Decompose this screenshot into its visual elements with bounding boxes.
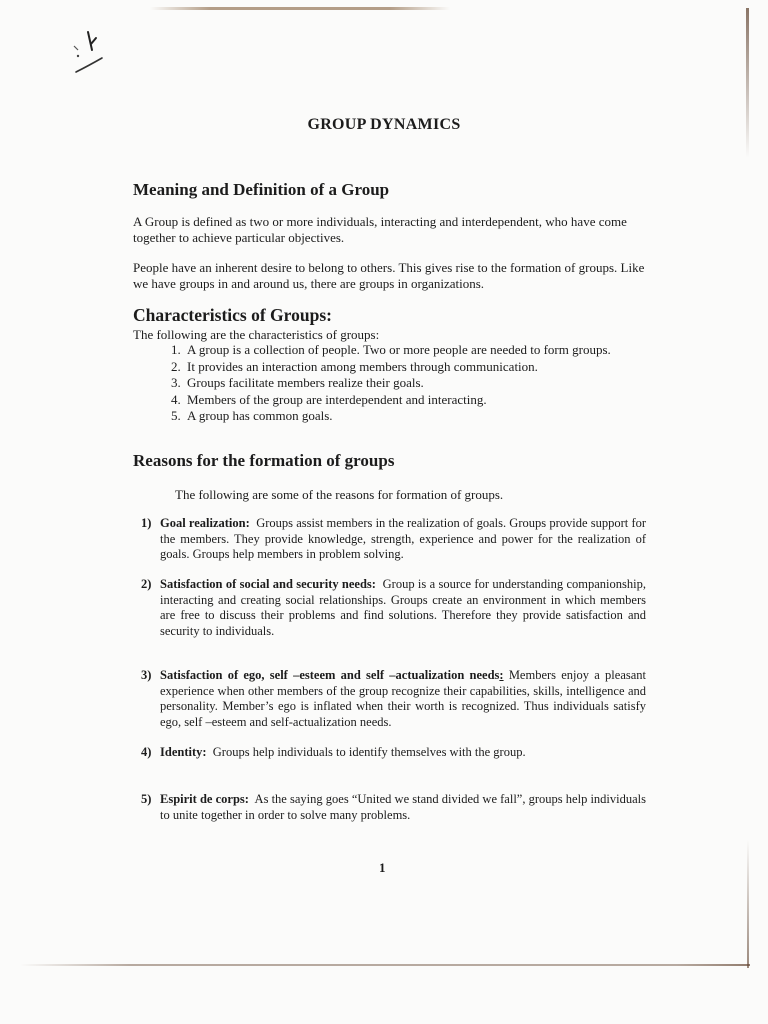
list-item — [171, 408, 621, 425]
list-item-text: Groups facilitate members realize their goals. — [187, 375, 424, 390]
list-item — [171, 392, 621, 409]
reason-title: Identity: — [160, 745, 207, 759]
list-item — [171, 375, 621, 392]
reason-item — [141, 792, 646, 823]
list-item-text: A group has common goals. — [187, 408, 333, 423]
list-item-number: 1. — [171, 342, 181, 357]
scan-edge-mark — [20, 964, 750, 966]
reason-text: Groups help individuals to identify themselves with the group. — [212, 745, 526, 759]
reason-title-colon: : — [499, 668, 504, 682]
characteristics-intro: The following are the characteristics of groups: — [133, 327, 380, 342]
reason-text: Members enjoy a pleasant experience when other members of the group recognize their capabilities, skills, intelligence and personality. Member’s ego is inflated when their worth is recognized. Thus individuals satisfy ego, self –esteem and self-actualization needs. — [160, 668, 646, 729]
reason-text: As the saying goes “United we stand divided we fall”, groups help individuals to unite together in order to solve many problems. — [160, 792, 647, 822]
reasons-intro: The following are some of the reasons for formation of groups. — [175, 487, 504, 502]
list-item — [171, 342, 621, 359]
reason-title: Espirit de corps: — [160, 792, 249, 806]
reason-item — [141, 516, 646, 563]
reason-number: 2) — [141, 577, 152, 591]
section-heading-meaning: Meaning and Definition of a Group — [133, 180, 390, 199]
scan-edge-mark — [747, 840, 749, 968]
list-item-text: It provides an interaction among members through communication. — [187, 358, 538, 374]
list-item — [171, 359, 621, 376]
reason-number: 5) — [141, 792, 152, 806]
list-item-number: 2. — [171, 358, 181, 374]
list-item-number: 3. — [171, 375, 181, 390]
reason-text: Groups assist members in the realization of goals. Groups provide support for the members. They provide knowledge, strength, experience and power for the realization of goals. Groups help members in problem solving. — [160, 516, 647, 561]
reason-title: Goal realization: — [160, 516, 250, 530]
list-item-text: Members of the group are interdependent and interacting. — [187, 391, 487, 407]
reason-number: 1) — [141, 516, 152, 530]
reason-item — [141, 577, 646, 639]
reason-number: 4) — [141, 745, 152, 759]
characteristics-list — [171, 342, 621, 425]
scan-edge-mark — [746, 8, 749, 158]
reason-text: Group is a source for understanding companionship, interacting and creating social relationships. Groups create an environment in which members are free to discuss their problems and find solutions. Therefore they provide satisfaction and security to individuals. — [160, 577, 646, 638]
section-heading-characteristics: Characteristics of Groups: — [133, 305, 332, 325]
paragraph-definition: A Group is defined as two or more individuals, interacting and interdependent, who have come together to achieve particular objectives. — [133, 214, 627, 245]
page-title: GROUP DYNAMICS — [307, 116, 461, 133]
pen-mark-icon — [66, 28, 110, 80]
reason-title: Satisfaction of ego, self –esteem and self –actualization needs — [160, 668, 500, 682]
section-heading-reasons: Reasons for the formation of groups — [133, 451, 395, 470]
paragraph-inherent-desire: People have an inherent desire to belong to others. This gives rise to the formation of groups. Like we have groups in and around us, there are groups in organizations. — [133, 260, 645, 291]
reason-number: 3) — [141, 668, 152, 682]
reason-item — [141, 745, 646, 761]
reason-item — [141, 668, 646, 730]
list-item-number: 4. — [171, 391, 181, 407]
reason-title: Satisfaction of social and security needs: — [160, 577, 376, 591]
list-item-text: A group is a collection of people. Two or more people are needed to form groups. — [187, 342, 611, 357]
page-number: 1 — [379, 860, 386, 875]
scan-edge-mark — [150, 7, 450, 10]
list-item-number: 5. — [171, 408, 181, 423]
